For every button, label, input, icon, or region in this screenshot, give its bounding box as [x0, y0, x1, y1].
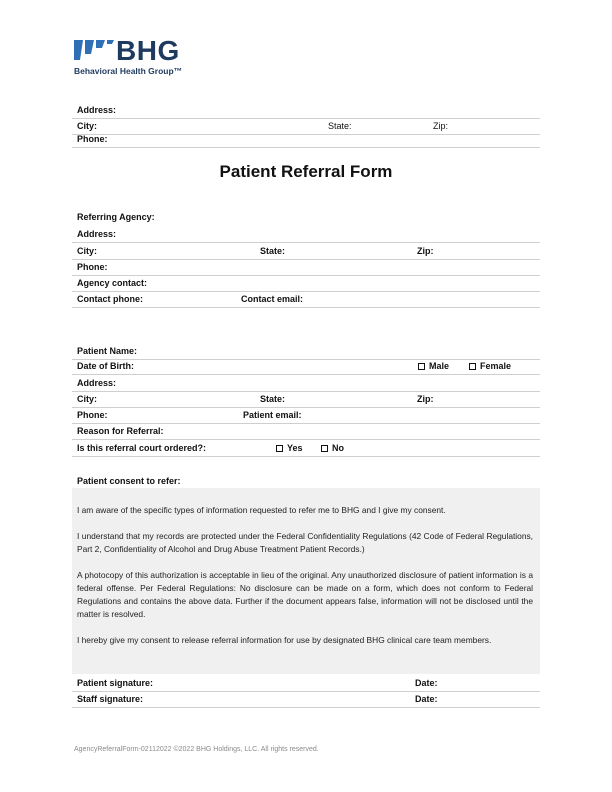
page-title: Patient Referral Form — [219, 162, 393, 181]
patient-address-row[interactable] — [72, 375, 540, 392]
reason-row[interactable] — [72, 423, 540, 440]
logo-wordmark: BHG — [116, 35, 180, 66]
org-zip-label: Zip: — [433, 121, 449, 131]
staff-date-label: Date: — [415, 694, 438, 704]
no-label: No — [332, 443, 344, 453]
female-label: Female — [480, 361, 512, 371]
contact-phone-row[interactable] — [72, 291, 540, 308]
patient-name-label: Patient Name: — [77, 346, 138, 356]
consent-paragraph-4: I hereby give my consent to release referral information for use by designated BHG clinical care team members. — [77, 635, 492, 645]
patient-city-row[interactable] — [72, 391, 540, 408]
consent-paragraph-3: A photocopy of this authorization is acceptable in lieu of the original. Any unauthorized disclosure of patient information is a federal offense. Per Federal Regulations: No disclosure can be made on a form, which does not conform to Federal Regulations and contains the above data. Further if the document appears false, information will not be disclosed until the matter is resolved. — [77, 570, 533, 619]
patient-signature-row[interactable] — [72, 675, 540, 692]
referring-address-label: Address: — [77, 229, 117, 239]
yes-checkbox[interactable] — [276, 445, 283, 452]
referring-city-row[interactable] — [72, 243, 540, 260]
patient-city-label: City: — [77, 394, 97, 404]
referring-address-row[interactable] — [72, 226, 540, 243]
consent-paragraph-2: I understand that my records are protected under the Federal Confidentiality Regulations (42 Code of Federal Regulations, Part 2, Confidentiality of Alcohol and Drug Abuse Treatment Patient Records.) — [77, 531, 533, 554]
female-option[interactable] — [469, 361, 511, 371]
yes-label: Yes — [287, 443, 303, 453]
patient-state-label: State: — [260, 394, 286, 404]
consent-heading: Patient consent to refer: — [77, 476, 181, 486]
patient-phone-row[interactable] — [72, 407, 540, 424]
agency-contact-label: Agency contact: — [77, 278, 148, 288]
patient-address-label: Address: — [77, 378, 117, 388]
consent-paragraph-1: I am aware of the specific types of information requested to refer me to BHG and I give my consent. — [77, 505, 446, 515]
contact-phone-label: Contact phone: — [77, 294, 143, 304]
contact-email-label: Contact email: — [241, 294, 304, 304]
no-checkbox[interactable] — [321, 445, 328, 452]
referring-city-label: City: — [77, 246, 97, 256]
org-phone-label: Phone: — [77, 134, 108, 144]
referring-phone-label: Phone: — [77, 262, 108, 272]
logo-subtitle: Behavioral Health Group™ — [74, 66, 183, 76]
court-ordered-label: Is this referral court ordered?: — [77, 443, 207, 453]
referring-zip-label: Zip: — [417, 246, 434, 256]
org-city-label: City: — [77, 121, 97, 131]
consent-panel — [72, 488, 540, 674]
referring-agency-heading: Referring Agency: — [77, 212, 155, 222]
reason-label: Reason for Referral: — [77, 426, 164, 436]
no-option[interactable] — [321, 443, 344, 453]
org-state-label: State: — [328, 121, 352, 131]
court-ordered-row[interactable] — [72, 440, 540, 457]
dob-row[interactable] — [72, 358, 540, 375]
org-phone-row[interactable] — [72, 131, 540, 148]
staff-signature-label: Staff signature: — [77, 694, 144, 704]
bhg-logo — [74, 35, 214, 80]
patient-date-label: Date: — [415, 678, 438, 688]
male-label: Male — [429, 361, 450, 371]
org-address-row[interactable] — [72, 102, 540, 119]
male-checkbox[interactable] — [418, 363, 425, 370]
org-address-label: Address: — [77, 105, 117, 115]
female-checkbox[interactable] — [469, 363, 476, 370]
staff-signature-row[interactable] — [72, 691, 540, 708]
referring-state-label: State: — [260, 246, 286, 256]
referring-phone-row[interactable] — [72, 259, 540, 276]
dob-label: Date of Birth: — [77, 361, 134, 371]
patient-email-label: Patient email: — [243, 410, 302, 420]
agency-contact-row[interactable] — [72, 275, 540, 292]
patient-signature-label: Patient signature: — [77, 678, 154, 688]
patient-zip-label: Zip: — [417, 394, 434, 404]
yes-option[interactable] — [276, 443, 303, 453]
logo-bars-icon — [74, 40, 114, 60]
patient-phone-label: Phone: — [77, 410, 108, 420]
male-option[interactable] — [418, 361, 449, 371]
footer-copyright: AgencyReferralForm-02112022 ©2022 BHG Holdings, LLC. All rights reserved. — [74, 746, 319, 753]
